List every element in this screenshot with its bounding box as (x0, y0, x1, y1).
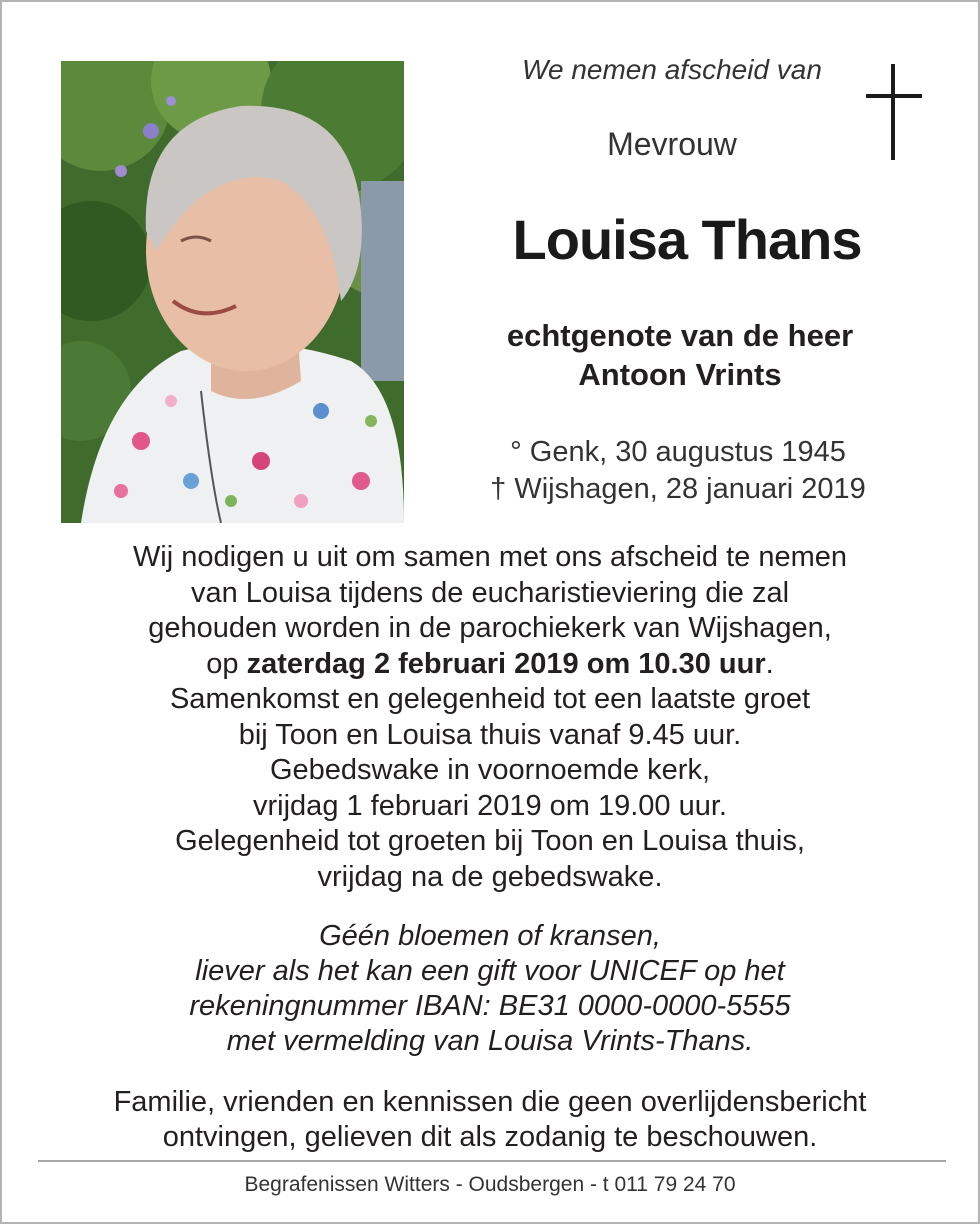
donation-line: met vermelding van Louisa Vrints-Thans. (226, 1025, 754, 1057)
deceased-name: Louisa Thans (512, 208, 862, 271)
family-line: ontvingen, gelieven dit als zodanig te beschouwen. (162, 1121, 818, 1153)
intro-text: We nemen afscheid van (522, 54, 822, 85)
ceremony-line: bij Toon en Louisa thuis vanaf 9.45 uur. (238, 718, 742, 751)
ceremony-line: Gebedswake in voornoemde kerk, (269, 754, 711, 786)
ceremony-date: zaterdag 2 februari 2019 om 10.30 uur (246, 647, 766, 680)
ceremony-line: Wij nodigen u uit om samen met ons afscheid te nemen (132, 541, 848, 573)
funeral-home-footer: Begrafenissen Witters - Oudsbergen - t 011 79 24 70 (244, 1173, 736, 1196)
spouse-line-1: echtgenote van de heer (506, 318, 854, 353)
ceremony-line: Gelegenheid tot groeten bij Toon en Louisa thuis, (175, 825, 805, 857)
ceremony-date-prefix: op (206, 647, 247, 680)
life-dates (442, 434, 914, 508)
donation-line: rekeningnummer IBAN: BE31 0000-0000-5555 (189, 990, 791, 1022)
spouse-block (442, 316, 918, 394)
donation-line: Géén bloemen of kransen, (319, 920, 661, 952)
ceremony-line: gehouden worden in de parochiekerk van Wijshagen, (148, 612, 832, 644)
donation-note (32, 919, 948, 1059)
ceremony-line: van Louisa tijdens de eucharistieviering die zal (190, 576, 790, 609)
donation-line: liever als het kan een gift voor UNICEF op het (195, 955, 785, 987)
ceremony-text (32, 540, 948, 895)
family-line: Familie, vrienden en kennissen die geen overlijdensbericht (113, 1086, 867, 1118)
divider (38, 1160, 946, 1162)
death-date: † Wijshagen, 28 januari 2019 (490, 473, 866, 505)
honorific: Mevrouw (607, 126, 737, 162)
ceremony-date-line (32, 647, 948, 683)
portrait-photo (61, 61, 404, 523)
spouse-name: Antoon Vrints (578, 357, 782, 392)
family-note (32, 1085, 948, 1155)
ceremony-line: vrijdag 1 februari 2019 om 19.00 uur. (253, 789, 727, 822)
birth-date: ° Genk, 30 augustus 1945 (510, 436, 846, 468)
ceremony-date-suffix: . (765, 647, 774, 680)
ceremony-line: Samenkomst en gelegenheid tot een laatste groet (169, 683, 811, 715)
ceremony-line: vrijdag na de gebedswake. (317, 860, 663, 893)
